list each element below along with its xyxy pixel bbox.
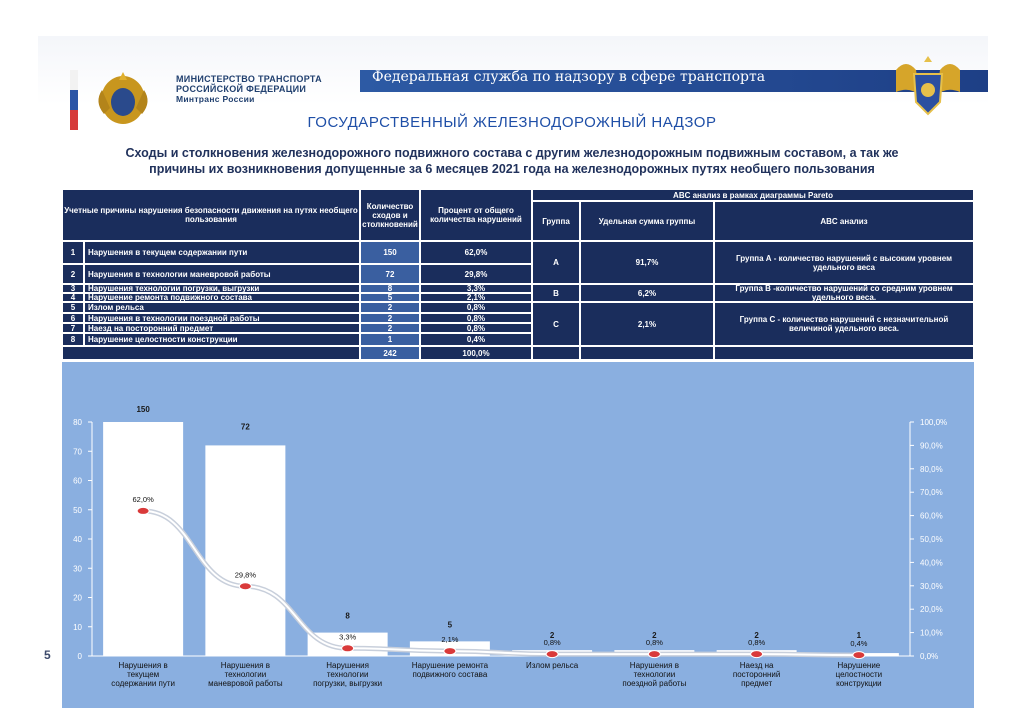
row-percent: 62,0% — [420, 241, 532, 264]
x-category-label: Нарушения в технологии поездной работы — [622, 661, 687, 688]
pareto-point-label: 2,1% — [441, 635, 459, 645]
ministry-line-3: Минтранс России — [176, 94, 255, 104]
row-count: 150 — [360, 241, 420, 264]
pareto-point — [546, 651, 558, 658]
row-percent: 0,4% — [420, 333, 532, 346]
row-number: 5 — [62, 302, 84, 313]
pareto-point-label: 0,8% — [543, 638, 561, 648]
pareto-point-label: 0,8% — [748, 638, 766, 648]
bar — [205, 445, 285, 656]
pareto-point-label: 3,3% — [339, 632, 357, 642]
header-abc: ABC анализ — [714, 201, 974, 241]
group-a-desc: Группа А - количество нарушений с высоким уровнем удельного веса — [714, 241, 974, 284]
x-category-label: Излом рельса — [526, 661, 579, 670]
row-number: 3 — [62, 284, 84, 293]
row-cause: Нарушения технологии погрузки, выгрузки — [84, 284, 360, 293]
y-right-tick-label: 30,0% — [920, 581, 943, 591]
y-right-tick-label: 20,0% — [920, 605, 943, 615]
bar-value-label: 150 — [136, 405, 150, 414]
group-b-desc: Группа В -количество нарушений со средним уровнем удельного веса. — [714, 284, 974, 302]
ministry-line-1: МИНИСТЕРСТВО ТРАНСПОРТА — [176, 74, 322, 84]
row-count: 8 — [360, 284, 420, 293]
bar-value-label: 5 — [447, 620, 453, 630]
y-left-tick-label: 10 — [73, 622, 82, 632]
row-number: 2 — [62, 264, 84, 284]
group-c-desc: Группа С - количество нарушений с незначительной величиной удельного веса. — [714, 302, 974, 346]
bar-value-label: 2 — [652, 631, 657, 640]
row-count: 2 — [360, 313, 420, 323]
header-group: Группа — [532, 201, 580, 241]
row-number: 4 — [62, 293, 84, 302]
y-left-tick-label: 60 — [73, 476, 82, 486]
pareto-point-label: 0,4% — [850, 639, 868, 649]
pareto-point-label: 62,0% — [132, 494, 154, 504]
y-left-tick-label: 70 — [73, 447, 82, 457]
row-percent: 3,3% — [420, 284, 532, 293]
pareto-point — [342, 645, 354, 652]
row-count: 2 — [360, 302, 420, 313]
row-percent: 29,8% — [420, 264, 532, 284]
header-percent: Процент от общего количества нарушений — [420, 189, 532, 241]
y-right-tick-label: 0,0% — [920, 652, 939, 661]
y-left-tick-label: 80 — [73, 418, 82, 427]
row-percent: 2,1% — [420, 293, 532, 302]
y-right-tick-label: 60,0% — [920, 511, 943, 521]
bar — [103, 422, 183, 656]
bar-value-label: 1 — [856, 631, 862, 640]
group-a-name: A — [532, 241, 580, 284]
bar-value-label: 2 — [549, 631, 555, 640]
total-percent: 100,0% — [420, 346, 532, 360]
y-right-tick-label: 40,0% — [920, 558, 943, 568]
group-b-share: 6,2% — [580, 284, 714, 302]
x-category-label: Нарушения в текущем содержании пути — [111, 661, 176, 688]
y-right-tick-label: 50,0% — [920, 535, 943, 544]
y-left-tick-label: 50 — [73, 505, 82, 515]
total-count: 242 — [360, 346, 420, 360]
row-number: 7 — [62, 323, 84, 333]
bar-value-label: 2 — [754, 631, 759, 640]
y-right-tick-label: 80,0% — [920, 464, 943, 474]
row-cause: Нарушение ремонта подвижного состава — [84, 293, 360, 302]
row-count: 1 — [360, 333, 420, 346]
group-c-name: C — [532, 302, 580, 346]
pareto-point — [137, 507, 149, 514]
x-category-label: Нарушение ремонта подвижного состава — [411, 661, 489, 679]
header-group-share: Удельная сумма группы — [580, 201, 714, 241]
row-percent: 0,8% — [420, 323, 532, 333]
y-left-tick-label: 40 — [73, 535, 82, 544]
x-category-label: Наезд на посторонний предмет — [732, 661, 781, 688]
header-abc-group: ABC анализ в рамках диаграммы Pareto — [532, 189, 974, 201]
header-count: Количество сходов и столкновений — [360, 189, 420, 241]
y-left-tick-label: 30 — [73, 564, 82, 574]
row-cause: Нарушения в текущем содержании пути — [84, 241, 360, 264]
pareto-point — [751, 651, 763, 658]
y-left-tick-label: 20 — [73, 593, 82, 603]
row-number: 1 — [62, 241, 84, 264]
row-cause: Нарушения в технологии маневровой работы — [84, 264, 360, 284]
x-category-label: Нарушения технологии погрузки, выгрузки — [313, 661, 383, 688]
slide-title-line-2: причины их возникновения допущенные за 6 месяцев 2021 года на железнодорожных путях необщего пользования — [149, 162, 875, 176]
section-title: ГОСУДАРСТВЕННЫЙ ЖЕЛЕЗНОДОРОЖНЫЙ НАДЗОР — [307, 114, 717, 131]
row-count: 5 — [360, 293, 420, 302]
row-number: 6 — [62, 313, 84, 323]
row-cause: Нарушение целостности конструкции — [84, 333, 360, 346]
row-count: 2 — [360, 323, 420, 333]
group-a-share: 91,7% — [580, 241, 714, 284]
pareto-point-label: 29,8% — [234, 570, 257, 580]
slide-title-line-1: Сходы и столкновения железнодорожного подвижного состава с другим железнодорожным подвижным составом, а так же — [125, 146, 899, 160]
service-name: Федеральная служба по надзору в сфере транспорта — [372, 69, 766, 85]
header-causes: Учетные причины нарушения безопасности движения на путях необщего пользования — [62, 189, 360, 241]
y-right-tick-label: 70,0% — [920, 488, 943, 498]
y-left-tick-label: 0 — [77, 652, 82, 661]
x-category-label: Нарушения в технологии маневровой работы — [208, 661, 283, 688]
x-category-label: Нарушение целостности конструкции — [835, 661, 883, 688]
row-cause: Излом рельса — [84, 302, 360, 313]
bar-value-label: 72 — [240, 422, 250, 432]
ministry-line-2: РОССИЙСКОЙ ФЕДЕРАЦИИ — [176, 84, 307, 94]
page-number: 5 — [44, 648, 51, 662]
bar-value-label: 8 — [345, 611, 350, 621]
row-percent: 0,8% — [420, 302, 532, 313]
row-number: 8 — [62, 333, 84, 346]
pareto-point — [648, 651, 660, 658]
pareto-point-label: 0,8% — [645, 638, 663, 648]
row-percent: 0,8% — [420, 313, 532, 323]
y-right-tick-label: 100,0% — [920, 418, 948, 427]
pareto-point — [444, 648, 456, 655]
group-b-name: B — [532, 284, 580, 302]
group-c-share: 2,1% — [580, 302, 714, 346]
y-right-tick-label: 90,0% — [920, 441, 943, 451]
row-cause: Нарушения в технологии поездной работы — [84, 313, 360, 323]
pareto-point — [239, 583, 251, 590]
row-cause: Наезд на посторонний предмет — [84, 323, 360, 333]
row-count: 72 — [360, 264, 420, 284]
y-right-tick-label: 10,0% — [920, 628, 943, 638]
pareto-point — [853, 652, 865, 659]
